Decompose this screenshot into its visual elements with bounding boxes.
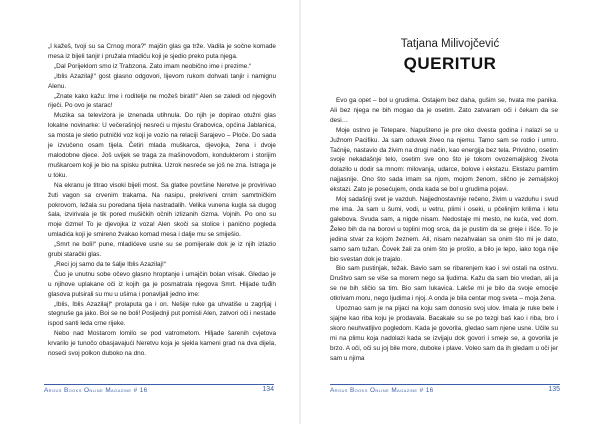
story-author: Tatjana Milivojčević [400, 38, 500, 50]
paragraph: Na ekranu je titrao visoki bijeli most. Sa glatke površine Neretve je provirivao žuti vagon sa crvenim trakama. Na nasipu, prekriveni crnim samrtničkim pokrovom, ležala su poredana tijela nastradalih. Velika vunena kugla sa dugog šala, izvirivala je tik pored mušičkih očnih izlizanih čizma. Vojnih. Po ono su moje čizme! To je djevojka iz voza! Alen skoči sa stolice i panično pogleda umladića koji je smireno žvakao komad mesa i dalje mu se smiješio. [48, 181, 276, 239]
page-number: 135 [548, 386, 560, 393]
page-number: 134 [262, 386, 274, 393]
story-title: QUERITUR [403, 54, 497, 73]
paragraph: Evo ga opet – bol u grudima. Ostajem bez daha, gušim se, hvata me panika. Ali bez njega ne bih mogao da je osetim. Zato zatvaram oči i čekam da se desi… [330, 97, 558, 124]
paragraph: Moj sadašnji svet je vazduh. Najjednostavnije rečeno, živim u vazduhu i svud me ima. Ja sam u šumi, vodi, u vetru, plimi i oseki, u pčelinjim krilima i letu galebova. Svuda sam, a nigde nisam. Nedostaje mi mesto, ne kuća, već dom. Želeo bih da na borovi u toplini mog srca, da je pustim da se greje i išće. To je jedina stvar za kojom žeznem. Ali, nisam nezahvalan sa onim što mi je dato, samo sam tužan. Čovek žali za onim što je prošlo, a bilo je lepo, iako toga nije bio svestan dok je trajalo. [330, 196, 558, 263]
paragraph: „Znate kako kažu: Ime i roditelje ne možeš birati!“ Alen se zaledi od njegovih riječi. Po ovo je starac! [48, 92, 276, 110]
paragraph: „Dal Porijeklom smo iz Trabzona. Zato imam neobično ime i prezime.“ [54, 62, 252, 70]
paragraph: „Reci joj samo da te šalje Iblis Azazilaj!“ [54, 260, 166, 268]
right-page-footer [330, 384, 560, 399]
right-page [300, 0, 600, 424]
left-page-text [48, 42, 276, 359]
paragraph: „Smrt ne boli!“ pune, mladićeve usne su se pomijerale dok je iz njih izlazio grubi starački glas. [48, 241, 276, 259]
paragraph: „I kažeš, tvoji su sa Crnog mora?“ majčin glas ga trže. Vadila je sočne komade mesa iz bijeli tanjir i pružala mladiću koji je sjedio preko puta njega. [48, 43, 276, 60]
paragraph: Čuo je unutnu sobe očevo glasno hroptanje i umajčin bolan vrisak. Gledao je u njihove uplakane oči iz kojih ga je posmatrala njegova Smrt. Hlijade tuđih glasova pulsirali su mu u ušima i ponavljali jedno ime: [48, 270, 276, 298]
right-page-text [330, 96, 558, 363]
paragraph: „Iblis, Iblis Azazilaj!“ prolaputa ga i on. Nešije ruke ga uhvatiše u zagrljaj i stegnuše ga jako. Boi se ne boli! Posljednji put pomisli Alen, zatvori oči i nestade ispod santi leda crne rijeke. [48, 300, 276, 328]
paragraph: Bio sam pustinjak, težak. Bavio sam se ribarenjem kao i svi ostali na ostrvu. Društvo sam se više sa morem nego sa ljudima. Kažu da sam bio vredan, ali ja se ne bih sličio sa tim. Bio sam lukavica. Lakše mi je bilo da svoje emocije otkrivam moru, nego ljudima i njoj. A onda je bila centar mog sveta – moja žena. [330, 265, 558, 303]
paragraph: Moje ostrvo je Tetepare. Napušteno je pre oko dvesta godina i nalazi se u Južnom Pacifiku. Ja sam oduvek živeo na njemu. Tamo sam se rodio i umro. Tačnije, nastavio da živim na drugi način, kao energija bez tela. Prividno, osetim svoje nekadašnje telo, osetim sve ono što je tokom ovozemaljskog života dolazilo u dodir sa mnom: milovanja, udarce, bolove i ekstazu. Ekstazu pamtim najjasnije. Ono što sada imam sa njom, mojom ženom, slično je zemaljskoj ekstazi. Zato je posećujem, onda kada se bol u grudima pojavi. [330, 126, 558, 194]
paragraph: „Iblis Azazilaj!“ gost glasno odgovori, lijevom rukom dohvati tanjir i namignu Alenu. [48, 72, 276, 90]
left-page-footer [44, 384, 274, 399]
magazine-footer-label: Argus Books Online Magazine # 16 [44, 387, 148, 394]
paragraph: Muzika sa televizora je iznenada utihnula. Do njih je dopirao otužni glas lokalne novinarke: U večerašnjoj nesreći u mjestu Grabovica, općina Jablanica, sa mosta je sletio putnički voz koji je vozio na relaciji Sarajevo – Ploče. Do sada je izvučeno osam tijela. Četiri mlada muškarca, djevojka, žena i dvoje malodobne djece. Još uvijek se traga za mašinovođom, kondukterom i storijim muškarcem koji je bio na spisku putnika. Uzrok nesreće se još ne zna. Istraga je u toku. [48, 112, 276, 179]
magazine-footer-label: Argus Books Online Magazine # 16 [330, 387, 434, 394]
paragraph: Nebo nad Mostarom lomilo se pod vatrometom. Hiljade šarenih cvjetova krvarilo je tunočo obasjavajući Neretvu koja je sjekla kameni grad na dva dijela, noseći svoj polkon duboko na dno. [48, 330, 276, 358]
paragraph: Upoznao sam je na pijaci na koju sam donosio svoj ulov. Imala je ruke bele i sjajne kao riba koju je prodavala. Bacakale su se po tezgi baš kao i riba, bro i skoro neuhvatljivo pogledom. Kada je govorila, gledao sam njene usne. Učile su mi na plimu koja nadolazi kada se izvijaju dok govori i smeje se, a govorila je brzo. A oči, oči su joj bile more, duboke i plave. Volео sam da ih gledam u oči jer sam u njima [330, 305, 558, 362]
